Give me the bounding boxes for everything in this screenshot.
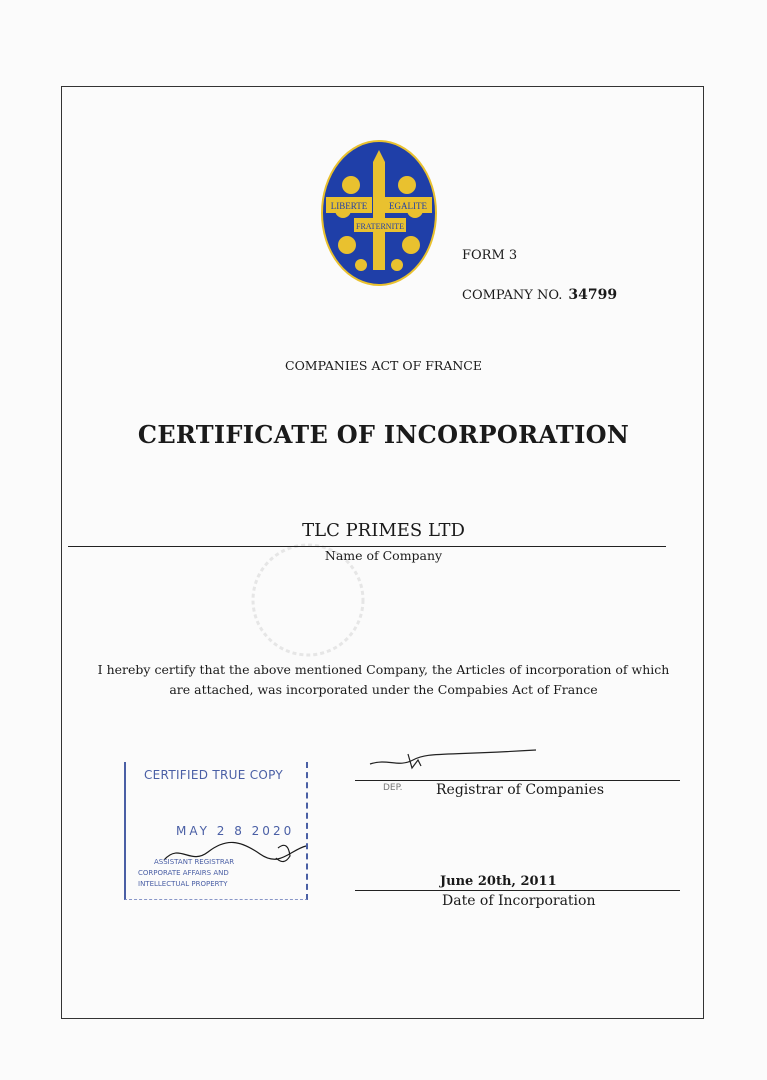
certificate-title: CERTIFICATE OF INCORPORATION bbox=[137, 420, 630, 449]
company-number: 34799 bbox=[568, 287, 618, 303]
registrar-label: Registrar of Companies bbox=[436, 782, 605, 798]
stamp-date: MAY 2 8 2020 bbox=[176, 824, 295, 838]
stamp-line-3: INTELLECTUAL PROPERTY bbox=[138, 880, 228, 888]
company-name-underline bbox=[68, 546, 666, 547]
incorporation-date-label: Date of Incorporation bbox=[442, 893, 596, 909]
emblem-motto-left: LIBERTE bbox=[330, 201, 368, 211]
stamp-heading: CERTIFIED TRUE COPY bbox=[144, 768, 284, 782]
registrar-line bbox=[355, 780, 680, 781]
incorporation-date: June 20th, 2011 bbox=[440, 874, 557, 889]
registrar-mark: DEP. bbox=[383, 783, 403, 793]
form-label: FORM 3 bbox=[462, 248, 518, 263]
emblem-motto-right: EGALITE bbox=[389, 201, 427, 211]
act-heading: COMPANIES ACT OF FRANCE bbox=[285, 358, 482, 373]
company-number-label: COMPANY NO. bbox=[462, 288, 563, 303]
republic-emblem bbox=[321, 140, 437, 286]
incorporation-date-line bbox=[355, 890, 680, 891]
stamp-line-1: ASSISTANT REGISTRAR bbox=[154, 858, 235, 866]
stamp-signature bbox=[160, 832, 310, 872]
registrar-signature bbox=[368, 746, 538, 776]
stamp-line-2: CORPORATE AFFAIRS AND bbox=[138, 869, 229, 877]
certification-statement: I hereby certify that the above mentioned Company, the Articles of incorporation of which are attached, was incorporated under the Compabies Act of France bbox=[97, 662, 670, 697]
emblem-motto-bottom: FRATERNITE bbox=[356, 222, 404, 231]
company-name: TLC PRIMES LTD bbox=[302, 520, 465, 541]
certified-copy-stamp bbox=[124, 762, 308, 900]
company-name-caption: Name of Company bbox=[324, 548, 443, 563]
company-number-row bbox=[462, 287, 617, 303]
